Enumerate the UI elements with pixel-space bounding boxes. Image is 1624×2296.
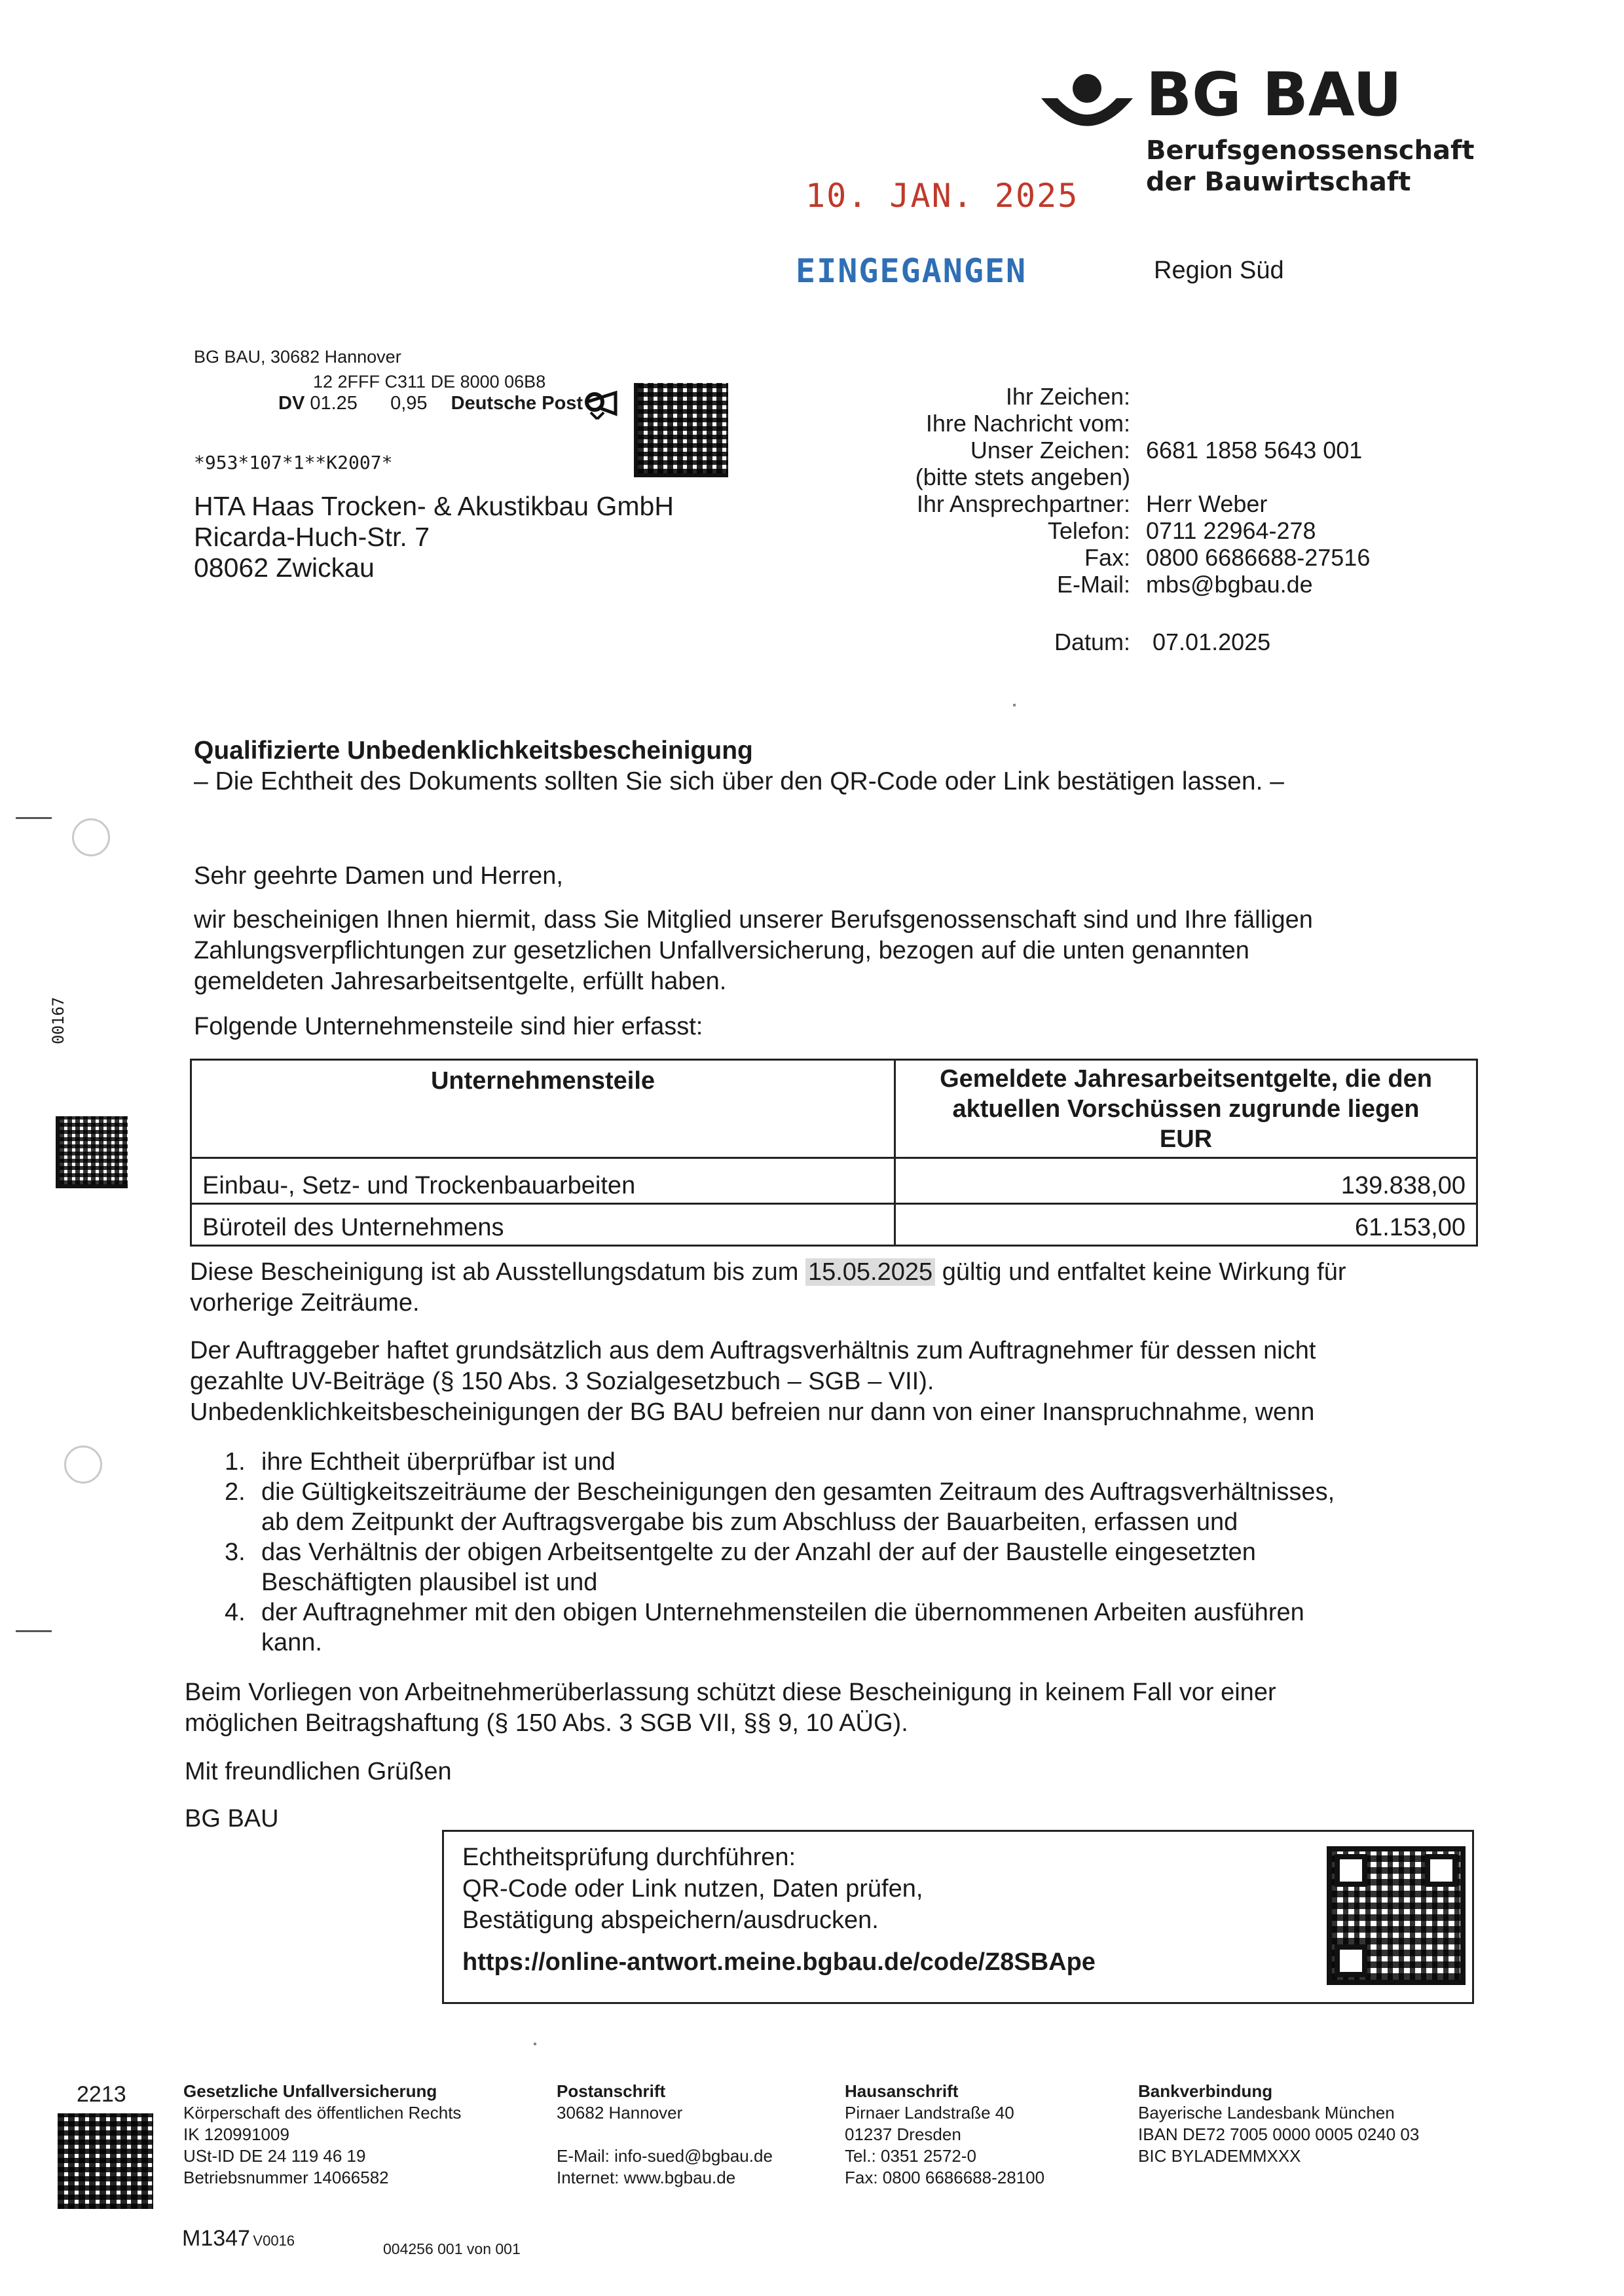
footer-line: Fax: 0800 6686688-28100 [845,2168,1045,2187]
reference-value: 0800 6686688-27516 [1146,544,1371,571]
stamp-received: EINGEGANGEN [796,252,1027,290]
recipient-line3: 08062 Zwickau [194,553,375,583]
footer-line: Tel.: 0351 2572-0 [845,2146,976,2166]
table-header-parts: Unternehmensteile [191,1060,895,1158]
verify-url-link[interactable]: https://online-antwort.meine.bgbau.de/code/Z8SBApe [462,1948,1096,1976]
reference-value: Herr Weber [1146,490,1268,517]
liability-line1: Der Auftraggeber haftet grundsätzlich aus dem Auftragsverhältnis zum Auftragnehmer für dessen nicht [190,1337,1316,1364]
fold-dot-2 [534,2043,536,2045]
list-item-text [261,1477,1335,1537]
validity-line2: vorherige Zeiträume. [190,1289,420,1317]
list-item-text [261,1447,616,1477]
closing: Mit freundlichen Grüßen [185,1758,452,1785]
form-code-main: M1347 [182,2226,250,2251]
reference-row [825,544,1370,571]
reference-label: Ihr Zeichen: [1005,383,1130,410]
table-row-amount: 61.153,00 [895,1204,1477,1246]
postage-price: 0,95 [390,393,428,414]
verify-line3: Bestätigung abspeichern/ausdrucken. [462,1906,879,1934]
list-item-number: 2. [225,1478,246,1506]
conditions-list [225,1447,1335,1658]
postage-dv-row [278,393,583,414]
footer-line: Bayerische Landesbank München [1138,2103,1395,2123]
aueg-paragraph [185,1677,1276,1739]
footer-col-title: Gesetzliche Unfallversicherung [183,2081,437,2101]
intro-line3: gemeldeten Jahresarbeitsentgelte, erfüllt haben. [194,968,727,995]
validity-date: 15.05.2025 [805,1258,935,1286]
subject-title: Qualifizierte Unbedenklichkeitsbescheinigung [194,737,753,765]
liability-line3: Unbedenklichkeitsbescheinigungen der BG BAU befreien nur dann von einer Inanspruchnahme, wenn [190,1398,1315,1426]
footer-col-insurance [183,2081,461,2189]
code-2213: 2213 [77,2082,126,2107]
footer-col-title: Hausanschrift [845,2081,959,2101]
footer-line: 30682 Hannover [557,2103,683,2123]
footer-line: E-Mail: info-sued@bgbau.de [557,2146,773,2166]
posthorn-icon [581,390,619,422]
footer-line: Betriebsnummer 14066582 [183,2168,389,2187]
reference-label: Ihr Ansprechpartner: [916,490,1130,517]
reference-value: 6681 1858 5643 001 [1146,437,1363,464]
fold-mark-top [16,817,52,819]
footer-col-bank [1138,2081,1419,2167]
table-header-row [191,1060,1477,1158]
form-code [182,2226,295,2251]
bg-bau-logo [1038,60,1475,206]
logo-org-full-line2: der Bauwirtschaft [1146,167,1411,197]
footer-col-postal [557,2081,773,2189]
reference-row [825,517,1370,544]
reference-date-row [825,629,1480,656]
reference-label: Telefon: [1047,517,1130,544]
footer-line: Körperschaft des öffentlichen Rechts [183,2103,462,2123]
liability-line2: gezahlte UV-Beiträge (§ 150 Abs. 3 Sozialgesetzbuch – SGB – VII). [190,1368,934,1395]
reference-label: Ihre Nachricht vom: [925,410,1130,437]
list-item-line2: ab dem Zeitpunkt der Auftragsvergabe bis zum Abschluss der Bauarbeiten, erfassen und [261,1508,1238,1536]
liability-paragraph [190,1336,1316,1428]
bg-bau-logo-icon [1038,69,1136,141]
recipient-line1: HTA Haas Trocken- & Akustikbau GmbH [194,491,674,521]
salutation: Sehr geehrte Damen und Herren, [194,862,563,890]
aueg-line2: möglichen Beitragshaftung (§ 150 Abs. 3 SGB VII, §§ 9, 10 AÜG). [185,1709,908,1737]
table-header-amount-line2: aktuellen Vorschüssen zugrunde liegen [952,1095,1420,1123]
table-row-name: Büroteil des Unternehmens [191,1204,895,1246]
footer-col-title: Postanschrift [557,2081,666,2101]
validity-pre: Diese Bescheinigung ist ab Ausstellungsdatum bis zum [190,1258,799,1286]
footer-line [557,2124,773,2145]
footer-line: Internet: www.bgbau.de [557,2168,736,2187]
reference-row [825,437,1370,464]
fold-mark-bottom [16,1630,52,1632]
postage-carrier: Deutsche Post [451,393,583,414]
verify-line1: Echtheitsprüfung durchführen: [462,1844,796,1871]
region: Region Süd [1154,257,1284,284]
reference-row [825,383,1370,410]
footer-line: USt-ID DE 24 119 46 19 [183,2146,366,2166]
table-header-amount-line3: EUR [1159,1125,1213,1153]
intro-line1: wir bescheinigen Ihnen hiermit, dass Sie Mitglied unserer Berufsgenossenschaft sind und Ihre fälligen [194,906,1313,934]
aueg-line1: Beim Vorliegen von Arbeitnehmerüberlassung schützt diese Bescheinigung in keinem Fall vor einer [185,1679,1276,1706]
punch-hole-bottom [64,1446,102,1484]
list-item-line1: der Auftragnehmer mit den obigen Unternehmensteilen die übernommenen Arbeiten ausführen [261,1599,1304,1626]
stamp-date: 10. JAN. 2025 [805,177,1079,215]
subject-subtitle: – Die Echtheit des Dokuments sollten Sie sich über den QR-Code oder Link bestätigen lassen. – [194,767,1284,795]
dv-value: 01.25 [310,393,358,414]
reference-value: mbs@bgbau.de [1146,571,1313,598]
reference-row [825,571,1370,598]
reference-label: (bitte stets angeben) [915,464,1130,490]
list-item [225,1537,1335,1597]
reference-label: E-Mail: [1056,571,1130,598]
table-row [191,1158,1477,1204]
table-header-amount-line1: Gemeldete Jahresarbeitsentgelte, die den [940,1065,1432,1093]
postage-barcode-text: *953*107*1**K2007* [194,452,393,473]
footer-col-title: Bankverbindung [1138,2081,1273,2101]
verification-box [442,1830,1474,2004]
sender-line: BG BAU, 30682 Hannover [194,347,401,367]
logo-org-full-line1: Berufsgenossenschaft [1146,136,1475,166]
reference-row [825,410,1370,437]
list-item-number: 4. [225,1599,246,1626]
footer-line: BIC BYLADEMMXXX [1138,2146,1301,2166]
page-info: 004256 001 von 001 [383,2240,521,2257]
table-row-amount: 139.838,00 [895,1158,1477,1204]
list-item-line1: die Gültigkeitszeiträume der Bescheinigungen den gesamten Zeitraum des Auftragsverhältnisses, [261,1478,1335,1506]
list-item-line2: Beschäftigten plausibel ist und [261,1569,598,1596]
list-item-line1: das Verhältnis der obigen Arbeitsentgelte zu der Anzahl der auf der Baustelle eingesetzten [261,1539,1256,1566]
table-row-name: Einbau-, Setz- und Trockenbauarbeiten [191,1158,895,1204]
dv-label: DV [278,393,305,414]
parts-intro: Folgende Unternehmensteile sind hier erfasst: [194,1013,703,1040]
footer-line: 01237 Dresden [845,2124,961,2144]
postage-code-line: 12 2FFF C311 DE 8000 06B8 [313,372,546,392]
recipient-line2: Ricarda-Huch-Str. 7 [194,522,430,552]
list-item-text [261,1537,1256,1597]
verify-qr-code[interactable] [1327,1846,1466,1985]
form-code-version: V0016 [253,2232,295,2249]
list-item-number: 1. [225,1448,246,1476]
recipient-address [194,491,674,583]
company-parts-table [190,1059,1478,1247]
reference-label: Unser Zeichen: [970,437,1130,464]
footer-line: Pirnaer Landstraße 40 [845,2103,1014,2123]
footer-line: IBAN DE72 7005 0000 0005 0240 03 [1138,2124,1420,2144]
footer-col-house [845,2081,1044,2189]
validity-post: gültig und entfaltet keine Wirkung für [942,1258,1346,1286]
footer-line: IK 120991009 [183,2124,289,2144]
date-label: Datum: [1054,629,1130,655]
table-row [191,1204,1477,1246]
signature: BG BAU [185,1805,279,1832]
punch-hole-top [72,818,110,856]
verify-line2: QR-Code oder Link nutzen, Daten prüfen, [462,1875,923,1903]
logo-org-short: BG BAU [1146,60,1402,130]
table-header-amount [895,1060,1477,1158]
reference-block [825,383,1370,598]
intro-paragraph [194,905,1313,997]
date-value: 07.01.2025 [1153,629,1271,655]
fold-dot [1013,704,1016,706]
page-code: 00167 [49,996,67,1044]
list-item-number: 3. [225,1539,246,1566]
bottom-matrix-code [58,2113,153,2209]
postage-matrix-code [634,383,728,477]
list-item [225,1477,1335,1537]
margin-matrix-code [56,1116,128,1188]
reference-value: 0711 22964-278 [1146,517,1316,544]
reference-row [825,464,1370,490]
validity-paragraph [190,1257,1486,1319]
list-item [225,1597,1335,1658]
list-item-line1: ihre Echtheit überprüfbar ist und [261,1448,616,1476]
list-item-line2: kann. [261,1629,322,1656]
reference-row [825,490,1370,517]
list-item-text [261,1597,1304,1658]
reference-label: Fax: [1084,544,1130,571]
list-item [225,1447,1335,1477]
intro-line2: Zahlungsverpflichtungen zur gesetzlichen Unfallversicherung, bezogen auf die unten genannten [194,937,1249,964]
